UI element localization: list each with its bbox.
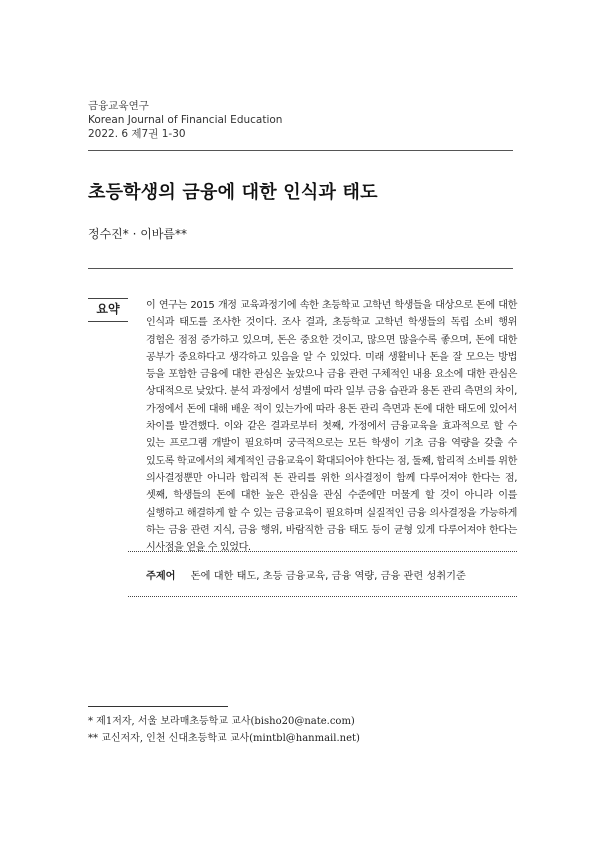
summary-label-top-line xyxy=(88,298,128,299)
keywords-bottom-divider xyxy=(128,596,517,597)
abstract-text: 이 연구는 2015 개정 교육과정기에 속한 초등학교 고학년 학생들을 대상으로 돈에 대한 인식과 태도를 조사한 것이다. 조사 결과, 초등학교 고학년 학생들의 독립 소비 행위 경험은 점점 증가하고 있으며, 돈은 중요한 것이고, 많으면 많을수록 좋으며, 돈에 대한 공부가 중요하다고 생각하고 있음을 알 수 있었다. 미래 생활비나 돈을 잘 모으는 방법 등을 포함한 금융에 대한 관심은 높았으나 금융 관련 구체적인 내용 요소에 대한 관심은 상대적으로 낮았다. 분석 과정에서 성별에 따라 일부 금융 습관과 용돈 관리 측면의 차이, 가정에서 돈에 대해 배운 적이 있는가에 따라 용돈 관리 측면과 돈에 대한 태도에 있어서 차이를 발견했다. 이와 같은 결과로부터 첫째, 가정에서 금융교육을 효과적으로 할 수 있는 프로그램 개발이 필요하며 궁극적으로는 모든 학생이 기초 금융 역량을 갖출 수 있도록 학교에서의 체계적인 금융교육이 확대되어야 한다는 점, 둘째, 합리적 소비를 위한 의사결정뿐만 아니라 합리적 돈 관리를 위한 의사결정이 함께 다루어져야 한다는 점, 셋째, 학생들의 돈에 대한 높은 관심을 관심 수준에만 머물게 할 것이 아니라 이를 실행하고 해결하게 할 수 있는 금융교육이 필요하며 실질적인 금융 의사결정을 가능하게 하는 금융 관련 지식, 금융 행위, 바람직한 금융 태도 등이 균형 있게 다루어져야 한다는 시사점을 얻을 수 있었다. xyxy=(146,300,517,554)
authors: 정수진* · 이바름** xyxy=(88,227,187,241)
footnote-corresponding-author: ** 교신저자, 인천 신대초등학교 교사(mintbl@hanmail.net) xyxy=(88,733,360,744)
footnotes xyxy=(88,713,360,747)
keywords xyxy=(146,567,466,582)
journal-name-ko: 금융교육연구 xyxy=(88,100,149,112)
summary-label-bottom-line xyxy=(88,321,128,322)
summary-label: 요약 xyxy=(96,302,120,316)
authors-divider xyxy=(88,268,513,269)
keywords-label: 주제어 xyxy=(146,571,176,582)
paper-title: 초등학생의 금융에 대한 인식과 태도 xyxy=(88,182,378,203)
keywords-text: 돈에 대한 태도, 초등 금융교육, 금융 역량, 금융 관련 성취기준 xyxy=(190,571,466,582)
journal-info xyxy=(88,99,282,141)
footnote-first-author: * 제1저자, 서울 보라매초등학교 교사(bisho20@nate.com) xyxy=(88,716,355,727)
keywords-top-divider xyxy=(128,551,517,552)
journal-name-en: Korean Journal of Financial Education xyxy=(88,114,283,126)
header-divider xyxy=(88,150,513,151)
footnote-divider xyxy=(88,706,228,707)
journal-issue: 2022. 6 제7권 1-30 xyxy=(88,128,186,140)
